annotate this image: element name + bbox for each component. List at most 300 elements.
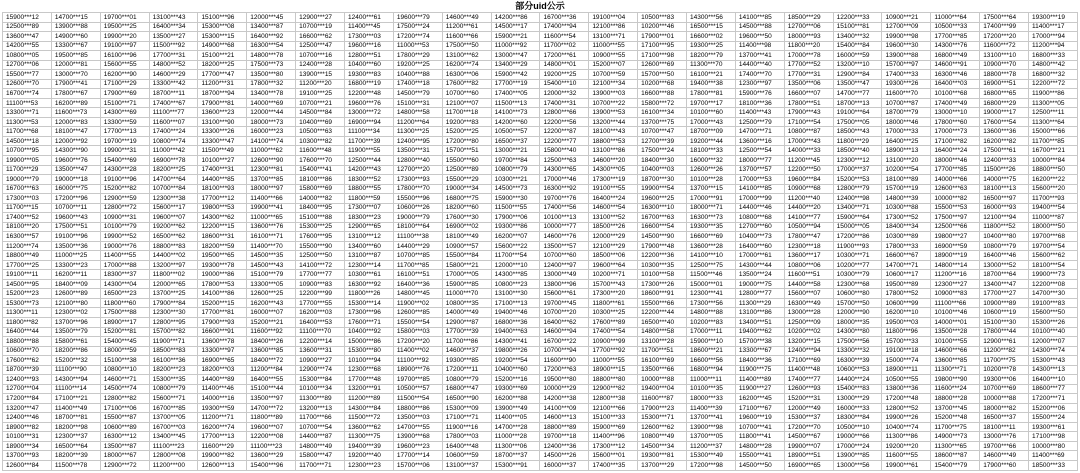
uid-cell: 14600***20 (589, 155, 638, 165)
table-row (3, 194, 1078, 204)
uid-cell: 18600***77 (1029, 384, 1078, 394)
uid-cell: 19600***64 (589, 260, 638, 270)
uid-cell: 19200***54 (491, 356, 540, 366)
uid-cell: 16200***45 (735, 394, 784, 404)
uid-cell: 15300***09 (442, 403, 491, 413)
uid-cell: 14800***01 (540, 60, 589, 70)
uid-cell: 19800***26 (491, 346, 540, 356)
uid-cell: 12000***81 (51, 60, 100, 70)
uid-cell: 10200***83 (687, 318, 736, 328)
uid-cell: 17700***85 (931, 165, 980, 175)
uid-cell: 14500***34 (638, 441, 687, 451)
uid-cell: 12900***84 (833, 70, 882, 80)
uid-cell: 15100***81 (833, 22, 882, 32)
uid-cell: 15900***21 (491, 32, 540, 42)
uid-cell: 16400***53 (296, 318, 345, 328)
uid-cell: 14300***74 (1029, 346, 1078, 356)
uid-cell: 18900***15 (589, 365, 638, 375)
uid-cell: 16000***33 (833, 403, 882, 413)
uid-cell: 19500***89 (882, 279, 931, 289)
uid-cell: 17700***55 (296, 298, 345, 308)
uid-cell: 16200***22 (1029, 175, 1078, 185)
uid-cell: 16200***11 (51, 270, 100, 280)
uid-cell: 13100***62 (442, 51, 491, 61)
uid-cell: 11100***34 (345, 127, 394, 137)
uid-cell: 14300***80 (833, 327, 882, 337)
uid-cell: 13400***51 (735, 318, 784, 328)
uid-cell: 10700***11 (51, 203, 100, 213)
uid-cell: 14300***62 (198, 213, 247, 223)
uid-cell: 18600***31 (198, 232, 247, 242)
uid-cell: 15600***55 (100, 60, 149, 70)
uid-cell: 18100***89 (882, 175, 931, 185)
uid-cell: 12800***79 (833, 184, 882, 194)
uid-cell: 15400***41 (296, 165, 345, 175)
uid-cell: 17400***05 (491, 89, 540, 99)
uid-cell: 13100***28 (638, 337, 687, 347)
uid-cell: 11300***75 (345, 432, 394, 442)
uid-cell: 19200***40 (345, 451, 394, 461)
uid-cell: 15800***03 (393, 327, 442, 337)
uid-cell: 10900***57 (442, 241, 491, 251)
uid-cell: 19300***86 (491, 222, 540, 232)
uid-cell: 14900***60 (51, 32, 100, 42)
uid-cell: 13500***87 (100, 441, 149, 451)
uid-cell: 17000***11 (687, 327, 736, 337)
uid-cell: 17000***99 (735, 194, 784, 204)
uid-cell: 11200***31 (198, 79, 247, 89)
uid-cell: 11700***68 (3, 127, 52, 137)
uid-cell: 16700***03 (149, 422, 198, 432)
uid-cell: 12000***29 (589, 232, 638, 242)
uid-cell: 10300***89 (882, 232, 931, 242)
uid-cell: 16700***36 (540, 13, 589, 23)
uid-cell: 10300***21 (491, 175, 540, 185)
uid-cell: 15200***48 (931, 413, 980, 423)
uid-cell: 17600***89 (589, 318, 638, 328)
uid-cell: 10100***55 (931, 337, 980, 347)
uid-cell: 19600***07 (149, 213, 198, 223)
uid-cell: 16100***96 (100, 51, 149, 61)
uid-cell: 13500***66 (638, 365, 687, 375)
uid-cell: 17500***56 (833, 337, 882, 347)
uid-cell: 17900***81 (198, 98, 247, 108)
table-row (3, 422, 1078, 432)
uid-cell: 15300***35 (149, 375, 198, 385)
uid-cell: 14700***30 (1029, 289, 1078, 299)
uid-cell: 12200***14 (296, 337, 345, 347)
uid-cell: 12400***95 (393, 136, 442, 146)
uid-cell: 12300***37 (51, 432, 100, 442)
uid-cell: 14400***20 (784, 203, 833, 213)
table-row (3, 222, 1078, 232)
uid-cell: 13100***12 (345, 232, 394, 242)
uid-cell: 13200***91 (345, 384, 394, 394)
uid-cell: 10700***22 (589, 98, 638, 108)
uid-cell: 19600***23 (393, 441, 442, 451)
uid-cell: 11100***23 (247, 441, 296, 451)
uid-cell: 12300***30 (149, 308, 198, 318)
uid-cell: 10100***35 (687, 384, 736, 394)
uid-cell: 14300***44 (735, 260, 784, 270)
table-row (3, 70, 1078, 80)
uid-cell: 14100***77 (784, 213, 833, 223)
uid-cell: 13300***97 (198, 346, 247, 356)
uid-cell: 11400***69 (1029, 451, 1078, 461)
uid-cell: 11700***29 (3, 165, 52, 175)
uid-cell: 18800***80 (589, 375, 638, 385)
uid-cell: 19000***79 (393, 213, 442, 223)
uid-cell: 19500***03 (882, 318, 931, 328)
uid-cell: 17200***98 (687, 460, 736, 470)
uid-cell: 14100***09 (540, 403, 589, 413)
uid-cell: 15800***61 (51, 337, 100, 347)
uid-cell: 11200***74 (3, 241, 52, 251)
uid-cell: 13000***49 (540, 270, 589, 280)
uid-cell: 12000***45 (247, 13, 296, 23)
uid-cell: 15600***22 (491, 241, 540, 251)
uid-cell: 15200***81 (100, 327, 149, 337)
table-row (3, 98, 1078, 108)
uid-cell: 14600***91 (931, 60, 980, 70)
uid-cell: 15800***40 (540, 146, 589, 156)
uid-cell: 15200***25 (442, 127, 491, 137)
uid-cell: 17200***20 (980, 32, 1029, 42)
uid-cell: 15100***96 (198, 13, 247, 23)
uid-cell: 19900***73 (1029, 270, 1078, 280)
uid-cell: 17800***53 (198, 279, 247, 289)
uid-cell: 14300***69 (100, 108, 149, 118)
uid-cell: 14200***55 (3, 41, 52, 51)
uid-cell: 16300***46 (931, 70, 980, 80)
uid-cell: 14500***90 (638, 232, 687, 242)
uid-cell: 18700***13 (833, 98, 882, 108)
uid-cell: 16800***32 (1029, 70, 1078, 80)
uid-cell: 15300***84 (296, 375, 345, 385)
uid-cell: 13100***10 (980, 51, 1029, 61)
uid-cell: 16700***74 (3, 89, 52, 99)
uid-cell: 10700***21 (296, 98, 345, 108)
uid-cell: 10800***87 (784, 127, 833, 137)
uid-cell: 13000***29 (833, 394, 882, 404)
uid-cell: 13100***37 (442, 460, 491, 470)
uid-cell: 11100***14 (51, 384, 100, 394)
uid-cell: 15000***86 (345, 337, 394, 347)
uid-cell: 10800***35 (442, 298, 491, 308)
uid-cell: 14800***49 (296, 441, 345, 451)
uid-cell: 19200***62 (149, 222, 198, 232)
uid-cell: 12500***66 (931, 222, 980, 232)
uid-cell: 16800***49 (931, 51, 980, 61)
uid-cell: 18600***91 (638, 289, 687, 299)
uid-cell: 17100***82 (931, 136, 980, 146)
uid-cell: 16100***71 (247, 232, 296, 242)
uid-cell: 18100***47 (51, 127, 100, 137)
uid-cell: 19400***54 (1029, 203, 1078, 213)
uid-cell: 18200***98 (51, 422, 100, 432)
uid-cell: 11400***55 (100, 251, 149, 261)
uid-cell: 14000***75 (980, 175, 1029, 185)
uid-cell: 11100***38 (393, 232, 442, 242)
uid-cell: 13900***88 (51, 22, 100, 32)
uid-cell: 11400***70 (247, 241, 296, 251)
uid-cell: 14500***73 (491, 184, 540, 194)
uid-cell: 12000***65 (149, 279, 198, 289)
uid-cell: 10700***60 (540, 251, 589, 261)
uid-cell: 13400***45 (149, 432, 198, 442)
uid-cell: 17100***71 (442, 413, 491, 423)
uid-cell: 14700***72 (247, 403, 296, 413)
uid-cell: 17700***48 (345, 375, 394, 385)
uid-cell: 16200***89 (51, 98, 100, 108)
uid-cell: 19100***97 (100, 41, 149, 51)
uid-cell: 15000***01 (687, 279, 736, 289)
uid-cell: 17000***46 (540, 175, 589, 185)
uid-cell: 10500***94 (784, 222, 833, 232)
uid-cell: 19300***35 (687, 222, 736, 232)
uid-cell: 12400***33 (980, 155, 1029, 165)
uid-cell: 17400***52 (3, 213, 52, 223)
uid-cell: 14300***85 (491, 270, 540, 280)
uid-cell: 16200***82 (980, 136, 1029, 146)
table-row (3, 394, 1078, 404)
uid-cell: 17000***91 (687, 194, 736, 204)
uid-cell: 15900***12 (3, 13, 52, 23)
uid-cell: 17100***54 (784, 117, 833, 127)
uid-cell: 12700***60 (735, 222, 784, 232)
uid-cell: 16400***48 (442, 441, 491, 451)
uid-cell: 13600***28 (687, 241, 736, 251)
uid-cell: 13900***49 (491, 403, 540, 413)
uid-cell: 12800***66 (540, 108, 589, 118)
uid-cell: 14200***43 (345, 165, 394, 175)
uid-cell: 16300***49 (784, 298, 833, 308)
uid-cell: 19600***25 (638, 194, 687, 204)
uid-cell: 17900***84 (149, 298, 198, 308)
uid-cell: 17600***70 (296, 155, 345, 165)
uid-cell: 16600***69 (687, 232, 736, 242)
uid-cell: 19900***07 (784, 441, 833, 451)
uid-cell: 16800***29 (980, 98, 1029, 108)
uid-cell: 15700***50 (833, 298, 882, 308)
uid-cell: 12300***23 (345, 460, 394, 470)
uid-cell: 11000***70 (442, 289, 491, 299)
uid-cell: 12500***50 (296, 251, 345, 261)
uid-cell: 10600***89 (100, 422, 149, 432)
uid-cell: 14300***94 (51, 375, 100, 385)
uid-cell: 12500***11 (1029, 108, 1078, 118)
uid-cell: 11400***39 (687, 403, 736, 413)
uid-cell: 13300***59 (100, 117, 149, 127)
uid-cell: 11700***39 (345, 136, 394, 146)
uid-cell: 17100***06 (100, 403, 149, 413)
uid-cell: 15600***62 (1029, 251, 1078, 261)
uid-cell: 11300***86 (882, 432, 931, 442)
uid-cell: 14600***76 (540, 232, 589, 242)
uid-cell: 14800***45 (393, 289, 442, 299)
uid-cell: 11400***43 (735, 108, 784, 118)
uid-cell: 14600***13 (540, 413, 589, 423)
uid-cell: 14400***02 (149, 251, 198, 261)
uid-cell: 17100***67 (735, 403, 784, 413)
uid-cell: 18900***11 (882, 365, 931, 375)
uid-cell: 12400***93 (3, 375, 52, 385)
uid-cell: 11800***41 (735, 432, 784, 442)
uid-cell: 11800***60 (100, 298, 149, 308)
table-row (3, 337, 1078, 347)
uid-cell: 15000***74 (882, 356, 931, 366)
uid-cell: 18800***50 (1029, 165, 1078, 175)
uid-cell: 11800***89 (247, 413, 296, 423)
uid-cell: 12000***49 (784, 403, 833, 413)
uid-cell: 16500***23 (100, 289, 149, 299)
uid-cell: 17200***70 (784, 422, 833, 432)
uid-cell: 13600***29 (247, 451, 296, 461)
uid-cell: 11600***48 (296, 146, 345, 156)
uid-cell: 13700***41 (687, 413, 736, 423)
uid-cell: 16200***07 (491, 232, 540, 242)
uid-cell: 11000***42 (149, 146, 198, 156)
uid-cell: 14400***24 (833, 375, 882, 385)
uid-cell: 16400***36 (393, 279, 442, 289)
uid-cell: 19000***18 (51, 175, 100, 185)
uid-cell: 13600***47 (3, 32, 52, 42)
uid-cell: 14100***85 (735, 184, 784, 194)
uid-cell: 16400***24 (589, 194, 638, 204)
uid-cell: 16400***92 (247, 32, 296, 42)
uid-cell: 17700***27 (980, 289, 1029, 299)
uid-cell: 12900***87 (442, 318, 491, 328)
uid-cell: 12200***72 (1029, 79, 1078, 89)
uid-cell: 12000***10 (491, 260, 540, 270)
uid-cell: 10400***92 (345, 327, 394, 337)
table-row (3, 441, 1078, 451)
uid-cell: 14400***58 (784, 279, 833, 289)
uid-cell: 12100***66 (589, 403, 638, 413)
uid-cell: 16600***88 (638, 89, 687, 99)
uid-cell: 18400***30 (638, 155, 687, 165)
uid-cell: 11000***28 (491, 432, 540, 442)
uid-cell: 11100***70 (296, 327, 345, 337)
uid-cell: 18000***46 (931, 155, 980, 165)
uid-cell: 12900***82 (589, 384, 638, 394)
uid-cell: 11600***72 (980, 41, 1029, 51)
uid-cell: 19700***66 (980, 441, 1029, 451)
uid-cell: 11600***29 (198, 441, 247, 451)
uid-cell: 10300***25 (589, 308, 638, 318)
uid-cell: 12800***40 (393, 155, 442, 165)
uid-cell: 13700***57 (735, 165, 784, 175)
uid-cell: 11800***59 (345, 194, 394, 204)
uid-cell: 11000***55 (589, 356, 638, 366)
uid-cell: 15700***82 (149, 327, 198, 337)
uid-cell: 12000***32 (540, 89, 589, 99)
uid-cell: 15900***76 (735, 89, 784, 99)
uid-cell: 15500***66 (638, 298, 687, 308)
uid-cell: 14800***28 (735, 441, 784, 451)
uid-cell: 18200***25 (198, 60, 247, 70)
uid-cell: 12600***63 (931, 184, 980, 194)
uid-cell: 16400***10 (1029, 375, 1078, 385)
uid-cell: 12200***77 (540, 136, 589, 146)
uid-cell: 10800***23 (491, 279, 540, 289)
uid-cell: 13500***03 (393, 413, 442, 423)
uid-cell: 13700***41 (735, 51, 784, 61)
uid-cell: 17500***61 (980, 146, 1029, 156)
uid-table (2, 12, 1078, 471)
uid-cell: 17400***77 (784, 375, 833, 385)
uid-cell: 14600***37 (442, 346, 491, 356)
uid-cell: 14500***74 (100, 384, 149, 394)
uid-cell: 19700***85 (393, 375, 442, 385)
uid-cell: 19400***04 (638, 384, 687, 394)
uid-cell: 19600***16 (345, 41, 394, 51)
uid-cell: 17100***98 (1029, 432, 1078, 442)
uid-cell: 15500***90 (296, 241, 345, 251)
uid-cell: 16300***06 (442, 70, 491, 80)
uid-cell: 18000***73 (247, 117, 296, 127)
uid-cell: 10700***19 (296, 22, 345, 32)
uid-cell: 19100***55 (589, 184, 638, 194)
uid-cell: 13100***20 (882, 155, 931, 165)
uid-cell: 11300***29 (735, 298, 784, 308)
uid-cell: 15200***21 (247, 318, 296, 328)
uid-cell: 15600***01 (589, 451, 638, 461)
uid-cell: 14400***89 (198, 375, 247, 385)
table-row (3, 279, 1078, 289)
uid-cell: 11900***27 (735, 384, 784, 394)
uid-cell: 11000***87 (1029, 213, 1078, 223)
uid-cell: 11700***02 (540, 41, 589, 51)
uid-cell: 10700***69 (980, 384, 1029, 394)
uid-cell: 10400***60 (345, 60, 394, 70)
uid-cell: 19300***59 (198, 403, 247, 413)
uid-cell: 14600***66 (931, 346, 980, 356)
table-row (3, 127, 1078, 137)
uid-cell: 10700***20 (540, 308, 589, 318)
uid-cell: 12300***27 (931, 279, 980, 289)
uid-cell: 11700***15 (3, 203, 52, 213)
uid-cell: 12900***74 (296, 365, 345, 375)
uid-cell: 18100***36 (735, 98, 784, 108)
uid-cell: 19700***19 (100, 136, 149, 146)
uid-cell: 10000***88 (638, 375, 687, 385)
uid-cell: 13400***29 (491, 60, 540, 70)
uid-cell: 16500***40 (638, 318, 687, 328)
uid-cell: 17500***05 (833, 117, 882, 127)
uid-cell: 19000***75 (735, 279, 784, 289)
uid-cell: 17900***69 (100, 89, 149, 99)
uid-cell: 19200***25 (393, 60, 442, 70)
uid-cell: 12100***94 (980, 213, 1029, 223)
uid-cell: 14300***04 (100, 279, 149, 289)
uid-cell: 11500***72 (345, 413, 394, 423)
uid-cell: 10700***87 (882, 98, 931, 108)
uid-cell: 12200***87 (540, 127, 589, 137)
uid-cell: 16700***22 (540, 337, 589, 347)
uid-cell: 17700***47 (198, 70, 247, 80)
uid-cell: 10200***77 (833, 260, 882, 270)
uid-cell: 19400***46 (491, 308, 540, 318)
uid-cell: 19400***62 (735, 327, 784, 337)
uid-cell: 17800***67 (51, 89, 100, 99)
uid-cell: 11800***20 (784, 41, 833, 51)
uid-cell: 12700***20 (393, 165, 442, 175)
uid-cell: 11600***51 (784, 270, 833, 280)
uid-cell: 16100***36 (149, 356, 198, 366)
uid-cell: 11900***16 (442, 422, 491, 432)
uid-cell: 10100***27 (198, 155, 247, 165)
